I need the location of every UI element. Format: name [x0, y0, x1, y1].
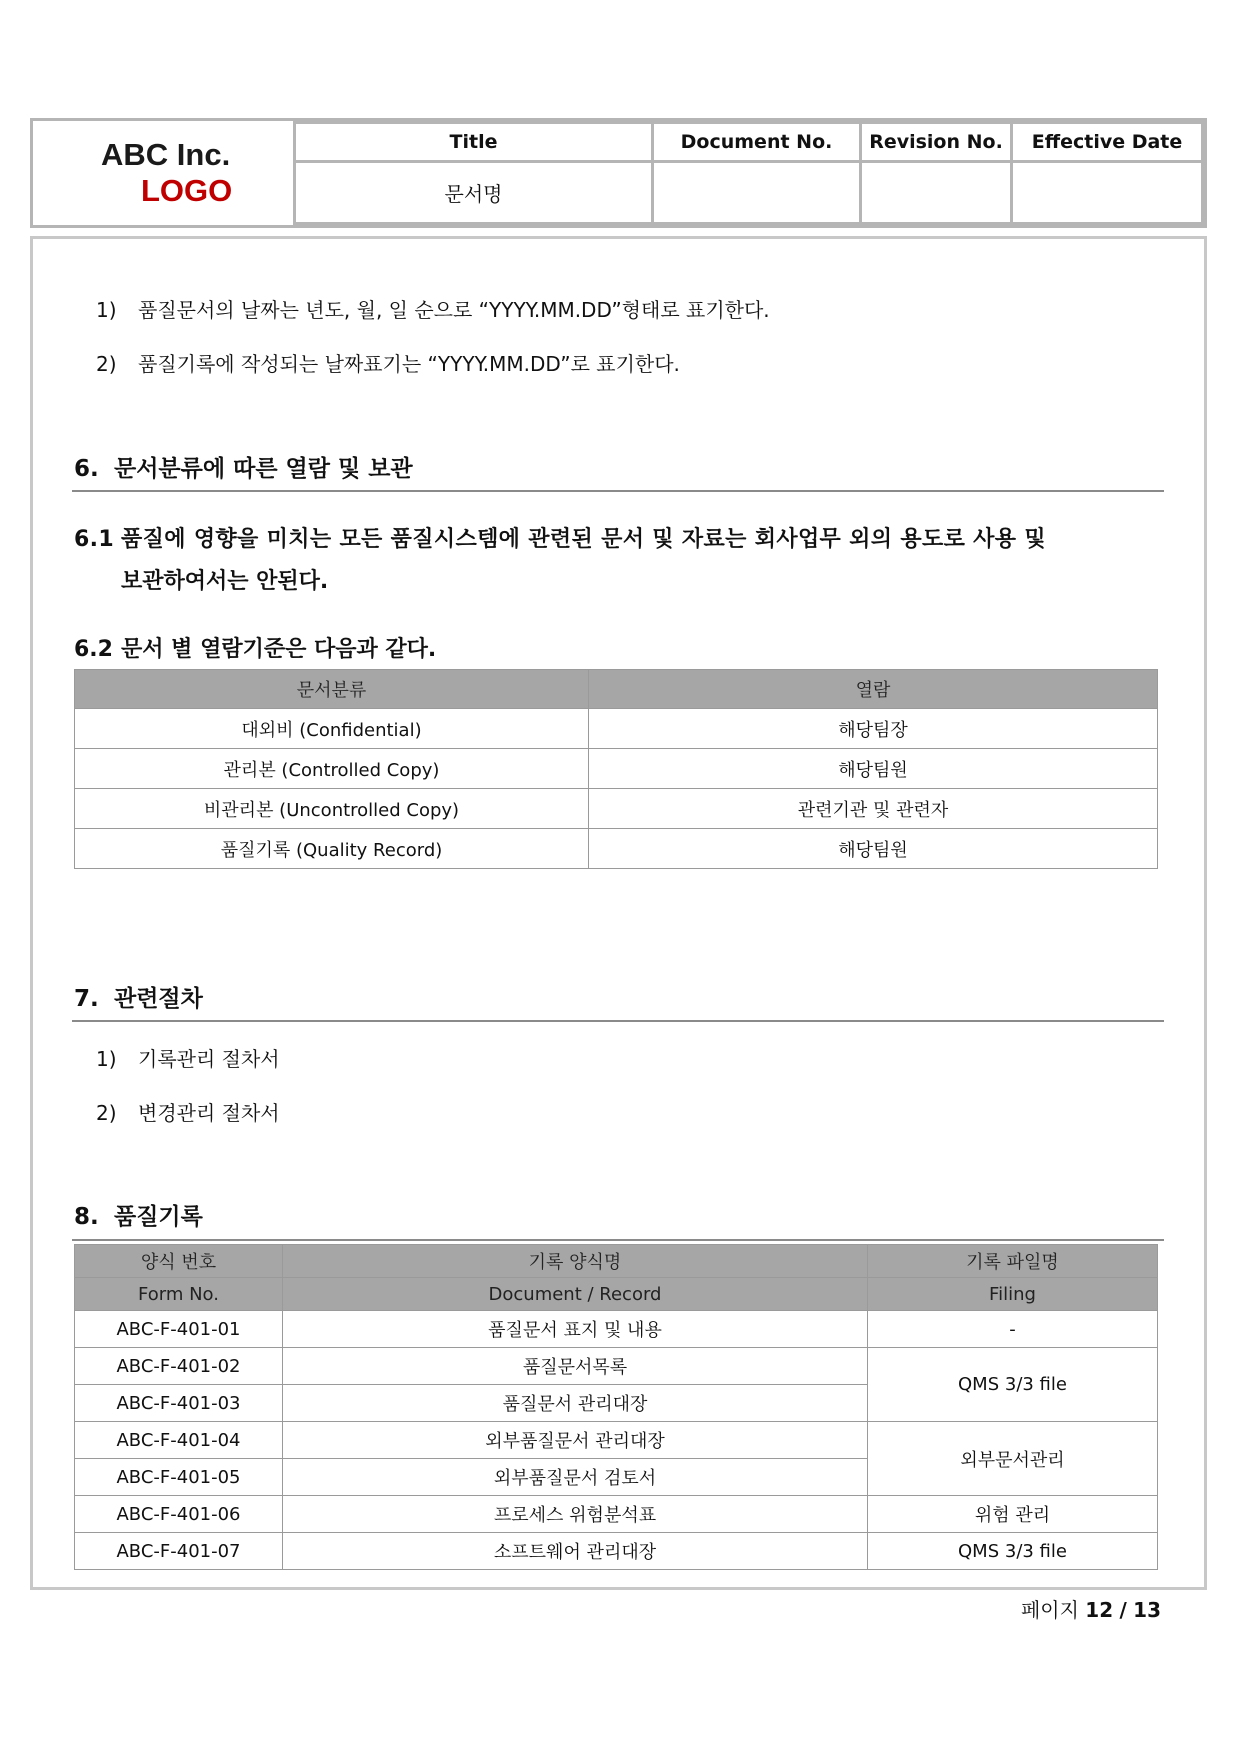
document-no-label: Document No. [653, 123, 861, 162]
form-number: ABC-F-401-06 [75, 1496, 283, 1533]
section-6-heading [74, 450, 413, 483]
table-row [75, 829, 1158, 869]
list-text: 변경관리 절차서 [138, 1101, 280, 1125]
section-divider [72, 1239, 1164, 1241]
section-number: 6. [74, 456, 99, 482]
list-number: 2) [96, 352, 117, 376]
form-number: ABC-F-401-07 [75, 1533, 283, 1570]
procedure-item [96, 1043, 280, 1072]
table-cell: 관리본 (Controlled Copy) [75, 749, 589, 789]
section-title: 문서분류에 따른 열람 및 보관 [114, 456, 413, 482]
page-number [1021, 1594, 1161, 1623]
table-row [75, 1311, 1158, 1348]
table-cell: 비관리본 (Uncontrolled Copy) [75, 789, 589, 829]
filing-name: 외부문서관리 [868, 1422, 1158, 1496]
table-cell: 대외비 (Confidential) [75, 709, 589, 749]
table-row [75, 749, 1158, 789]
list-text: 품질문서의 날짜는 년도, 월, 일 순으로 “YYYY.MM.DD”형태로 표기한다. [138, 298, 770, 322]
title-label: Title [295, 123, 653, 162]
document-no-value [653, 162, 861, 224]
section-title: 관련절차 [114, 986, 203, 1012]
table-header: Document / Record [283, 1278, 868, 1311]
effective-date-label: Effective Date [1012, 123, 1203, 162]
total-pages: 13 [1133, 1598, 1161, 1622]
table-cell: 해당팀장 [589, 709, 1158, 749]
table-cell: 해당팀원 [589, 749, 1158, 789]
list-text: 품질기록에 작성되는 날짜표기는 “YYYY.MM.DD”로 표기한다. [138, 352, 680, 376]
section-7-heading [74, 980, 203, 1013]
procedure-item [96, 1097, 280, 1126]
form-number: ABC-F-401-03 [75, 1385, 283, 1422]
effective-date-value [1012, 162, 1203, 224]
table-row [75, 1422, 1158, 1459]
table-row [75, 1348, 1158, 1385]
subsection-number: 6.2 [74, 637, 113, 662]
revision-no-value [861, 162, 1012, 224]
record-name: 외부품질문서 관리대장 [283, 1422, 868, 1459]
section-number: 7. [74, 986, 99, 1012]
section-6-2 [74, 632, 436, 663]
table-header: Form No. [75, 1278, 283, 1311]
form-number: ABC-F-401-04 [75, 1422, 283, 1459]
record-name: 품질문서 관리대장 [283, 1385, 868, 1422]
form-number: ABC-F-401-01 [75, 1311, 283, 1348]
document-header [30, 118, 1207, 228]
subsection-text: 문서 별 열람기준은 다음과 같다. [121, 637, 437, 662]
table-header: Filing [868, 1278, 1158, 1311]
list-number: 2) [96, 1101, 117, 1125]
filing-name: QMS 3/3 file [868, 1533, 1158, 1570]
table-row [75, 1533, 1158, 1570]
table-row [75, 789, 1158, 829]
table-cell: 해당팀원 [589, 829, 1158, 869]
table-header: 기록 양식명 [283, 1245, 868, 1278]
access-table [74, 669, 1158, 869]
record-name: 외부품질문서 검토서 [283, 1459, 868, 1496]
list-number: 1) [96, 1047, 117, 1071]
form-number: ABC-F-401-02 [75, 1348, 283, 1385]
logo-text: LOGO [141, 173, 233, 208]
filing-name: 위험 관리 [868, 1496, 1158, 1533]
form-number: ABC-F-401-05 [75, 1459, 283, 1496]
section-divider [72, 1020, 1164, 1022]
quality-record-table [74, 1244, 1158, 1570]
company-name: ABC Inc. [101, 137, 231, 172]
table-row [75, 1496, 1158, 1533]
table-cell: 품질기록 (Quality Record) [75, 829, 589, 869]
date-rule-item [96, 348, 680, 377]
page-separator: / [1119, 1598, 1127, 1622]
record-name: 소프트웨어 관리대장 [283, 1533, 868, 1570]
section-divider [72, 490, 1164, 492]
list-text: 기록관리 절차서 [138, 1047, 280, 1071]
record-name: 프로세스 위험분석표 [283, 1496, 868, 1533]
section-6-1-continued: 보관하여서는 안된다. [121, 569, 329, 594]
table-header: 기록 파일명 [868, 1245, 1158, 1278]
record-name: 품질문서 표지 및 내용 [283, 1311, 868, 1348]
list-number: 1) [96, 298, 117, 322]
subsection-number: 6.1 [74, 527, 115, 552]
table-row [75, 709, 1158, 749]
table-cell: 관련기관 및 관련자 [589, 789, 1158, 829]
section-8-heading [74, 1198, 203, 1231]
filing-name: - [868, 1311, 1158, 1348]
table-header: 문서분류 [75, 670, 589, 709]
subsection-text: 품질에 영향을 미치는 모든 품질시스템에 관련된 문서 및 자료는 회사업무 외의 용도로 사용 및 [121, 527, 1046, 552]
revision-no-label: Revision No. [861, 123, 1012, 162]
page-label: 페이지 [1020, 1598, 1079, 1622]
date-rule-item [96, 294, 770, 323]
filing-name: QMS 3/3 file [868, 1348, 1158, 1422]
logo-block [33, 123, 295, 224]
current-page: 12 [1085, 1598, 1114, 1622]
table-header: 열람 [589, 670, 1158, 709]
record-name: 품질문서목록 [283, 1348, 868, 1385]
section-number: 8. [74, 1204, 99, 1230]
section-title: 품질기록 [114, 1204, 203, 1230]
title-value: 문서명 [295, 162, 653, 224]
section-6-1 [74, 522, 1046, 553]
table-header: 양식 번호 [75, 1245, 283, 1278]
